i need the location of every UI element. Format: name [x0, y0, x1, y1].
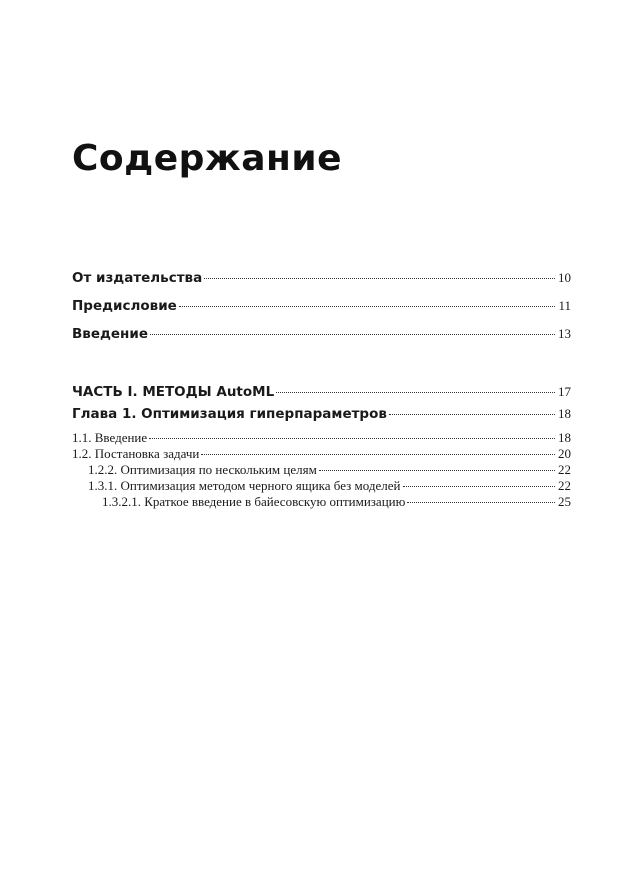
- dot-leader: [204, 278, 555, 279]
- dot-leader: [201, 454, 555, 455]
- toc-entry-page: 22: [558, 478, 571, 493]
- toc-entry-label: Введение: [72, 326, 148, 342]
- toc-entry-page: 25: [558, 494, 571, 509]
- dot-leader: [149, 438, 555, 439]
- toc-entry[interactable]: [72, 446, 571, 462]
- toc-entry-page: 17: [558, 384, 571, 399]
- toc-entry-page: 18: [558, 430, 571, 445]
- dot-leader: [403, 486, 555, 487]
- dot-leader: [150, 334, 555, 335]
- dot-leader: [276, 392, 555, 393]
- toc-entry[interactable]: [72, 430, 571, 446]
- dot-leader: [407, 502, 555, 503]
- toc-entry-label: 1.3.1. Оптимизация методом черного ящика без моделей: [88, 478, 401, 493]
- toc-entry-label: Предисловие: [72, 298, 177, 314]
- dot-leader: [179, 306, 555, 307]
- toc-entry-page: 18: [558, 406, 571, 421]
- toc-entry-page: 13: [558, 326, 571, 341]
- toc-entry-label: 1.3.2.1. Краткое введение в байесовскую оптимизацию: [102, 494, 406, 509]
- toc-entry-page: 10: [558, 270, 571, 285]
- toc-entry-part[interactable]: [72, 384, 571, 406]
- toc-entry-page: 22: [558, 462, 571, 477]
- table-of-contents: [72, 270, 571, 510]
- toc-entry[interactable]: [72, 462, 571, 478]
- dot-leader: [319, 470, 555, 471]
- toc-entry-front-matter[interactable]: [72, 270, 571, 298]
- toc-entry[interactable]: [72, 478, 571, 494]
- toc-entry-label: 1.1. Введение: [72, 430, 148, 445]
- toc-entry-label: Глава 1. Оптимизация гиперпараметров: [72, 406, 387, 422]
- toc-entry-page: 11: [558, 298, 571, 313]
- toc-entry-label: От издательства: [72, 270, 203, 286]
- toc-entry-page: 20: [558, 446, 571, 461]
- page-title: Содержание: [72, 138, 343, 179]
- toc-entry-label: 1.2.2. Оптимизация по нескольким целям: [88, 462, 317, 477]
- toc-entry-label: ЧАСТЬ I. МЕТОДЫ AutoML: [72, 384, 275, 400]
- toc-entry-front-matter[interactable]: [72, 326, 571, 354]
- toc-entry-front-matter[interactable]: [72, 298, 571, 326]
- toc-entry-label: 1.2. Постановка задачи: [72, 446, 200, 461]
- toc-entries: [72, 430, 571, 510]
- toc-entry[interactable]: [72, 494, 571, 510]
- toc-entry-chapter[interactable]: [72, 406, 571, 430]
- dot-leader: [389, 414, 555, 415]
